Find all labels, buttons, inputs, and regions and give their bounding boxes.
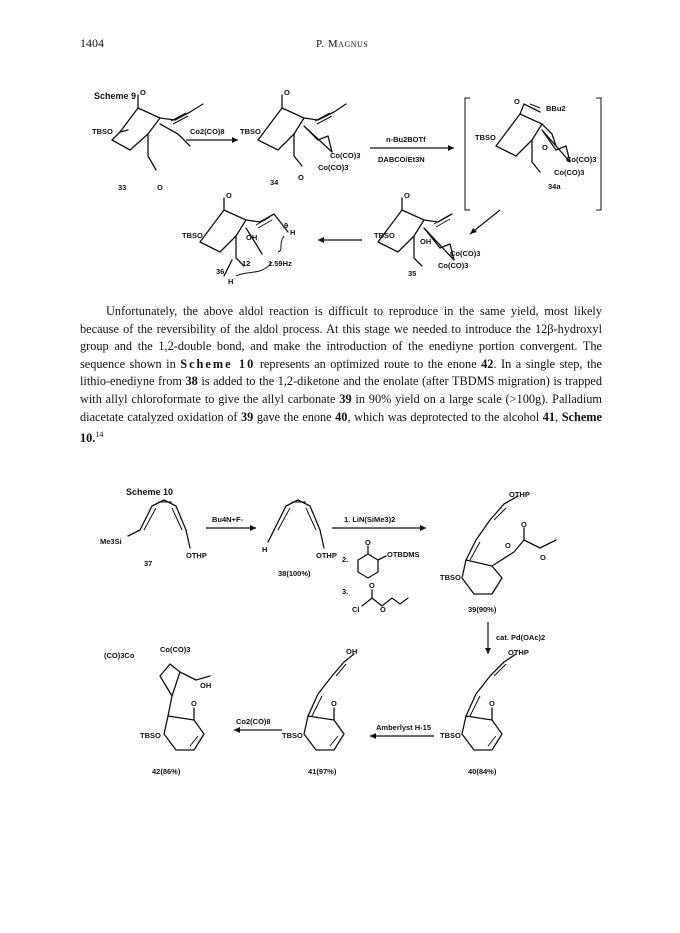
page-number: 1404 (80, 36, 104, 50)
s10-arrow-co-head (234, 727, 240, 733)
c34-co-1: Co(CO)3 (330, 151, 361, 160)
para-text-8: , (555, 409, 562, 424)
para-cmpd-40: 40 (335, 409, 348, 424)
c35-tbso: TBSO (374, 231, 395, 240)
c34-o-top: O (284, 88, 290, 97)
c41-oh: OH (346, 647, 358, 656)
c39-o-left: O (505, 541, 511, 550)
compound-42-structure (160, 664, 210, 750)
c40-othp: OTHP (508, 648, 529, 657)
c37-me3si: Me3Si (100, 537, 122, 546)
c38-othp: OTHP (316, 551, 337, 560)
c42-label: 42(86%) (152, 767, 181, 776)
c33-label: 33 (118, 183, 127, 192)
compound-37-structure (128, 500, 190, 548)
para-cmpd-38: 38 (185, 374, 198, 389)
c36-h-bottom: H (228, 277, 234, 286)
para-cmpd-42: 42 (481, 356, 494, 371)
c34-label: 34 (270, 178, 279, 187)
c34-o-bottom: O (298, 173, 304, 182)
c36-label: 36 (216, 267, 225, 276)
c36-h-top: H (290, 228, 296, 237)
compound-41-structure (304, 654, 354, 750)
c41-tbso: TBSO (282, 731, 303, 740)
c34a-co-1: Co(CO)3 (566, 155, 597, 164)
c36-num9: 9 (284, 221, 289, 230)
s10-step1: 1. LiN(SiMe3)2 (344, 515, 396, 524)
s10-chloroformate-o: O (380, 605, 386, 614)
c34a-o-mid: O (542, 143, 548, 152)
c39-tbso: TBSO (440, 573, 461, 582)
c34-co-2: Co(CO)3 (318, 163, 349, 172)
c36-oh: OH (246, 233, 258, 242)
c35-co-1: Co(CO)3 (450, 249, 481, 258)
c42-co-left: (CO)3Co (104, 651, 135, 660)
s10-reagent-co: Co2(CO)8 (236, 717, 271, 726)
c34a-o: O (514, 97, 520, 106)
c36-coupling: 1.59Hz (268, 259, 292, 268)
c40-label: 40(84%) (468, 767, 497, 776)
para-text-5: in 90% yield on a large scale (>100g). Palladium diacetate catalyzed oxidation of (80, 391, 602, 424)
para-text-4: is added to the 1,2-diketone and the enolate (after TBDMS migration) is trapped with allyl chloroformate to give the allyl carbonate (80, 374, 602, 406)
c36-o: O (226, 191, 232, 200)
c39-othp: OTHP (509, 490, 530, 499)
c39-o-top: O (521, 520, 527, 529)
para-cmpd-39: 39 (339, 391, 352, 406)
s9-reagent-1: Co2(CO)8 (190, 127, 225, 136)
scheme9-title: Scheme 9 (94, 91, 137, 101)
c35-oh: OH (420, 237, 432, 246)
para-cmpd-39b: 39 (241, 409, 254, 424)
c41-o: O (331, 699, 337, 708)
c36-num12: 12 (242, 259, 251, 268)
s10-diketone-o: O (365, 538, 371, 547)
c42-tbso: TBSO (140, 731, 161, 740)
running-title: P. Magnus (316, 38, 369, 50)
c42-co-right: Co(CO)3 (160, 645, 191, 654)
c34a-bbu2: BBu2 (546, 104, 566, 113)
c34-tbso: TBSO (240, 127, 261, 136)
para-ref-sup: 14 (95, 430, 104, 440)
c33-tbso: TBSO (92, 127, 113, 136)
s10-arrow-tbaf-head (250, 525, 256, 531)
c35-co-2: Co(CO)3 (438, 261, 469, 270)
c37-label: 37 (144, 559, 153, 568)
s10-arrow-steps-head (420, 525, 426, 531)
c33-o-top: O (140, 88, 146, 97)
para-scheme10-ref: Scheme 10 (180, 356, 256, 371)
c42-oh: OH (200, 681, 212, 690)
s10-reagent-amberlyst: Amberlyst H-15 (376, 723, 432, 732)
c40-o: O (489, 699, 495, 708)
s10-otbdms: OTBDMS (387, 550, 420, 559)
c34a-tbso: TBSO (475, 133, 496, 142)
s10-step2: 2. (342, 555, 349, 564)
c38-label: 38(100%) (278, 569, 311, 578)
c35-label: 35 (408, 269, 417, 278)
c36-tbso: TBSO (182, 231, 203, 240)
para-text-2: represents an optimized route to the enone (255, 356, 482, 371)
c39-label: 39(90%) (468, 605, 497, 614)
c38-h: H (262, 545, 268, 554)
s10-diketone-structure (358, 546, 386, 578)
s10-arrow-pd-head (485, 648, 491, 654)
scheme10-title: Scheme 10 (126, 487, 174, 497)
c42-o: O (191, 699, 197, 708)
c33-o-bottom: O (157, 183, 163, 192)
s10-arrow-amberlyst-head (370, 733, 376, 739)
s9-reagent-2a: n-Bu2BOTf (386, 135, 426, 144)
s10-chloroformate-o-top: O (369, 581, 375, 590)
para-text-1: Unfortunately, the above aldol reaction is difficult to reproduce in the same yield, most likely because of the reversibility of the aldol process. At this stage we needed to introduce the 12β-hydroxyl group and the 1,2-double bond, and make the introduction of the enediyne portion convergent. The sequence shown in (80, 304, 602, 371)
para-text-7: , which was deprotected to the alcohol (347, 409, 543, 424)
para-cmpd-41: 41 (542, 409, 556, 424)
s10-cl: Cl (352, 605, 360, 614)
c40-tbso: TBSO (440, 731, 461, 740)
c34a-co-2: Co(CO)3 (554, 168, 585, 177)
s10-reagent-tbaf: Bu4N+F- (212, 515, 244, 524)
c41-label: 41(97%) (308, 767, 337, 776)
s9-reagent-2b: DABCO/Et3N (378, 155, 425, 164)
para-text-3: . In a single step, the lithio-enediyne from (80, 356, 602, 389)
s10-reagent-pd: cat. Pd(OAc)2 (496, 633, 546, 642)
s10-chloroformate-structure (362, 590, 408, 606)
c34a-label: 34a (548, 182, 561, 191)
s10-step3: 3. (342, 587, 349, 596)
c37-othp: OTHP (186, 551, 207, 560)
para-scheme10-ref-2: Scheme 10. (80, 409, 602, 446)
compound-38-structure (268, 500, 324, 548)
para-text-6: gave the enone (253, 409, 336, 424)
c35-o: O (404, 191, 410, 200)
c39-o-right: O (540, 553, 546, 562)
